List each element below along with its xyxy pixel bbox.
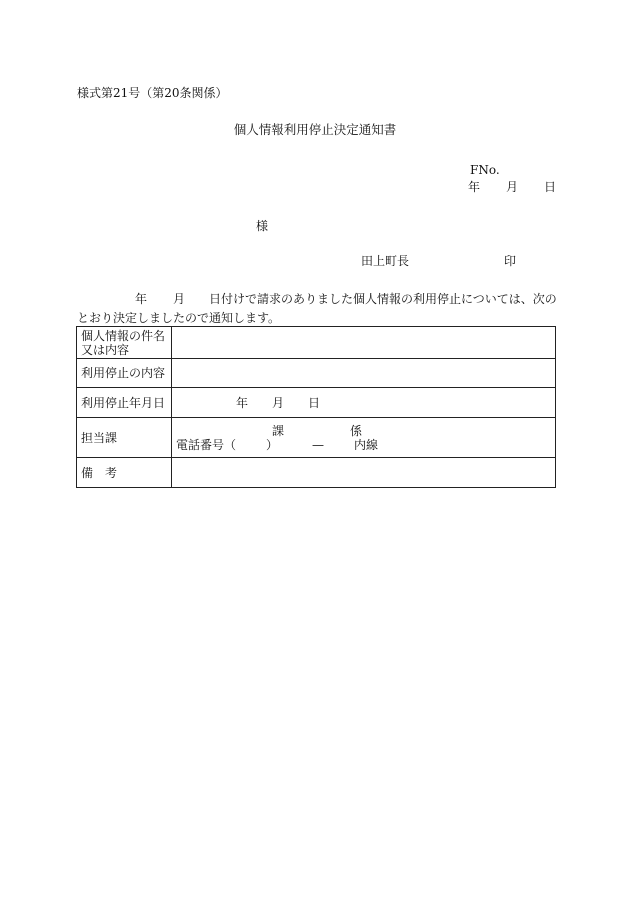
body-month-label: 月 bbox=[173, 292, 186, 306]
suspension-month-label: 月 bbox=[272, 395, 285, 410]
subject-value[interactable] bbox=[172, 327, 556, 359]
table-row bbox=[77, 327, 556, 359]
table-row bbox=[77, 359, 556, 388]
body-text-line1 bbox=[77, 292, 557, 306]
file-number-label: FNo. bbox=[470, 163, 500, 177]
body-text-line2: とおり決定しましたので通知します。 bbox=[77, 311, 281, 325]
subject-label: 個人情報の件名 又は内容 bbox=[77, 327, 172, 359]
suspension-year-label: 年 bbox=[236, 395, 249, 410]
remarks-label: 備 考 bbox=[77, 458, 172, 488]
section-label: 課 bbox=[272, 423, 285, 438]
date-year-label: 年 bbox=[468, 180, 481, 194]
table-row bbox=[77, 458, 556, 488]
date-day-label: 日 bbox=[544, 180, 557, 194]
form-number: 様式第21号（第20条関係） bbox=[77, 86, 228, 100]
date-month-label: 月 bbox=[506, 180, 519, 194]
subsection-label: 係 bbox=[350, 423, 363, 438]
suspension-content-value[interactable] bbox=[172, 359, 556, 388]
phone-close-paren: ） bbox=[266, 437, 279, 452]
department-value[interactable] bbox=[172, 418, 556, 458]
department-label: 担当課 bbox=[77, 418, 172, 458]
info-table bbox=[76, 326, 556, 488]
phone-label: 電話番号（ bbox=[176, 437, 237, 452]
suspension-date-label: 利用停止年月日 bbox=[77, 388, 172, 418]
issuer-mayor: 田上町長 bbox=[361, 254, 410, 268]
extension-label: 内線 bbox=[354, 437, 379, 452]
table-row bbox=[77, 388, 556, 418]
body-text-rest: 日付けで請求のありました個人情報の利用停止については、次の bbox=[209, 292, 557, 306]
seal-mark: 印 bbox=[504, 254, 517, 268]
remarks-value[interactable] bbox=[172, 458, 556, 488]
suspension-day-label: 日 bbox=[308, 395, 321, 410]
phone-dash: — bbox=[312, 437, 325, 452]
issue-date bbox=[468, 180, 556, 194]
addressee-suffix: 様 bbox=[256, 219, 269, 233]
suspension-date-value[interactable] bbox=[172, 388, 556, 418]
table-row bbox=[77, 418, 556, 458]
suspension-content-label: 利用停止の内容 bbox=[77, 359, 172, 388]
body-year-label: 年 bbox=[135, 292, 148, 306]
page-title: 個人情報利用停止決定通知書 bbox=[233, 122, 397, 137]
